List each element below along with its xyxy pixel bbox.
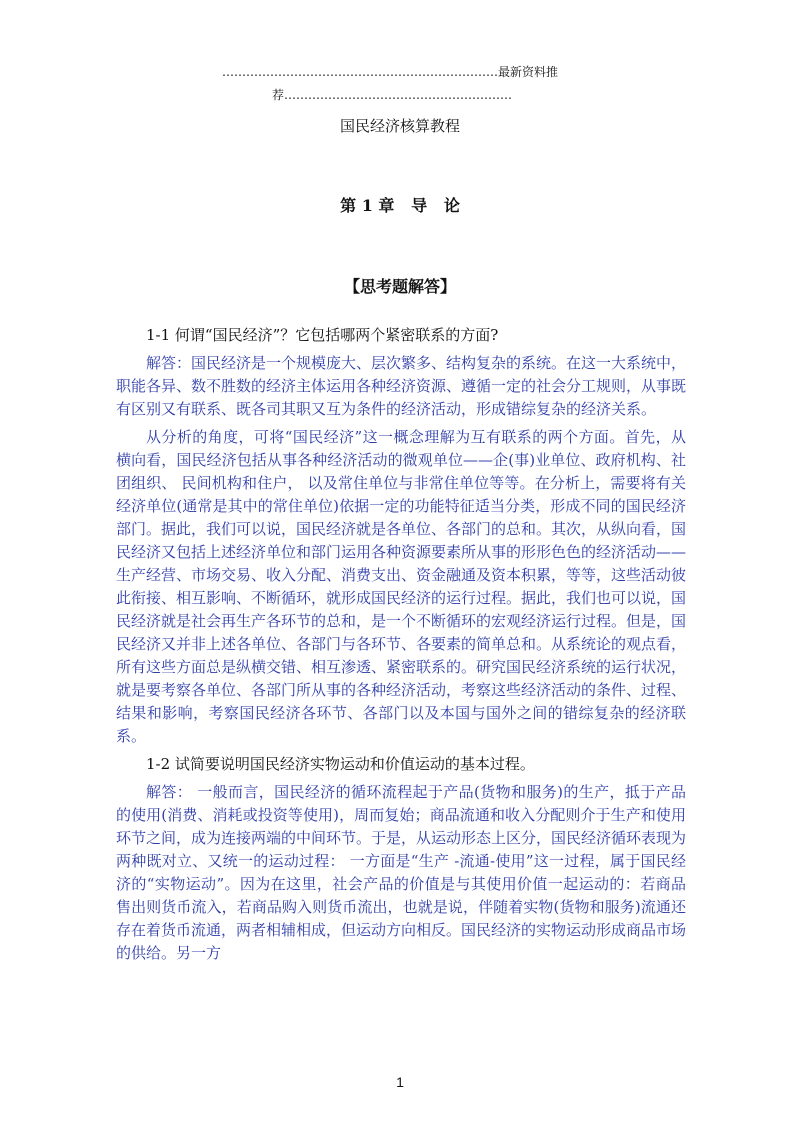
- page-number: 1: [396, 1074, 404, 1090]
- question-1-1: 1-1 何谓“国民经济”？它包括哪两个紧密联系的方面?: [146, 326, 499, 344]
- section-heading: 【思考题解答】: [343, 277, 456, 296]
- answer-1-1-paragraph-2: 从分析的角度，可将“国民经济”这一概念理解为互有联系的两个方面。首先，从横向看，国民经济包括从事各种经济活动的微观单位——企(事)业单位、政府机构、社团组织、 民间机构和住户， 以及常住单位与非常住单位等等。在分析上，需要将有关经济单位(通常是其中的常住单位)依据一定的功能特征适当分类，形成不同的国民经济部门。据此，我们可以说，国民经济就是各单位、各部门的总和。其次，从纵向看，国民经济又包括上述经济单位和部门运用各种资源要素所从事的形形色色的经济活动——生产经营、市场交易、收入分配、消费支出、资金融通及资本积累，等等，这些活动彼此衔接、相互影响、不断循环，就形成国民经济的运行过程。据此，我们也可以说，国民经济就是社会再生产各环节的总和，是一个不断循环的宏观经济运行过程。但是，国民经济又并非上述各单位、各部门与各环节、各要素的简单总和。从系统论的观点看，所有这些方面总是纵横交错、相互渗透、紧密联系的。研究国民经济系统的运行状况，就是要考察各单位、各部门所从事的各种经济活动，考察这些经济活动的条件、过程、结果和影响，考察国民经济各环节、各部门以及本国与国外之间的错综复杂的经济联系。: [116, 428, 687, 745]
- chapter-heading: 第 1 章 导 论: [340, 196, 460, 215]
- header-dotted-line-2: 荐…………………………………………………: [272, 88, 513, 102]
- header-dotted-line-1: ……………………………………………………………最新资料推: [222, 65, 559, 79]
- document-body: [116, 322, 686, 970]
- answer-1-1-paragraph-1: 解答：国民经济是一个规模庞大、层次繁多、结构复杂的系统。在这一大系统中，职能各异、数不胜数的经济主体运用各种经济资源、遵循一定的社会分工规则，从事既有区别又有联系、既各司其职又互为条件的经济活动，形成错综复杂的经济关系。: [116, 354, 687, 418]
- answer-1-2-paragraph-1: 解答： 一般而言，国民经济的循环流程起于产品(货物和服务)的生产，抵于产品的使用(消费、消耗或投资等使用)，周而复始；商品流通和收入分配则介于生产和使用环节之间，成为连接两端的中间环节。于是，从运动形态上区分，国民经济循环表现为两种既对立、又统一的运动过程： 一方面是“生产 -流通-使用”这一过程，属于国民经济的“实物运动”。因为在这里，社会产品的价值是与其使用价值一起运动的：若商品售出则货币流入，若商品购入则货币流出，也就是说，伴随着实物(货物和服务)流通还存在着货币流通，两者相辅相成，但运动方向相反。国民经济的实物运动形成商品市场的供给。另一方: [116, 783, 687, 962]
- document-title: 国民经济核算教程: [339, 117, 460, 135]
- question-1-2: 1-2 试简要说明国民经济实物运动和价值运动的基本过程。: [146, 755, 535, 773]
